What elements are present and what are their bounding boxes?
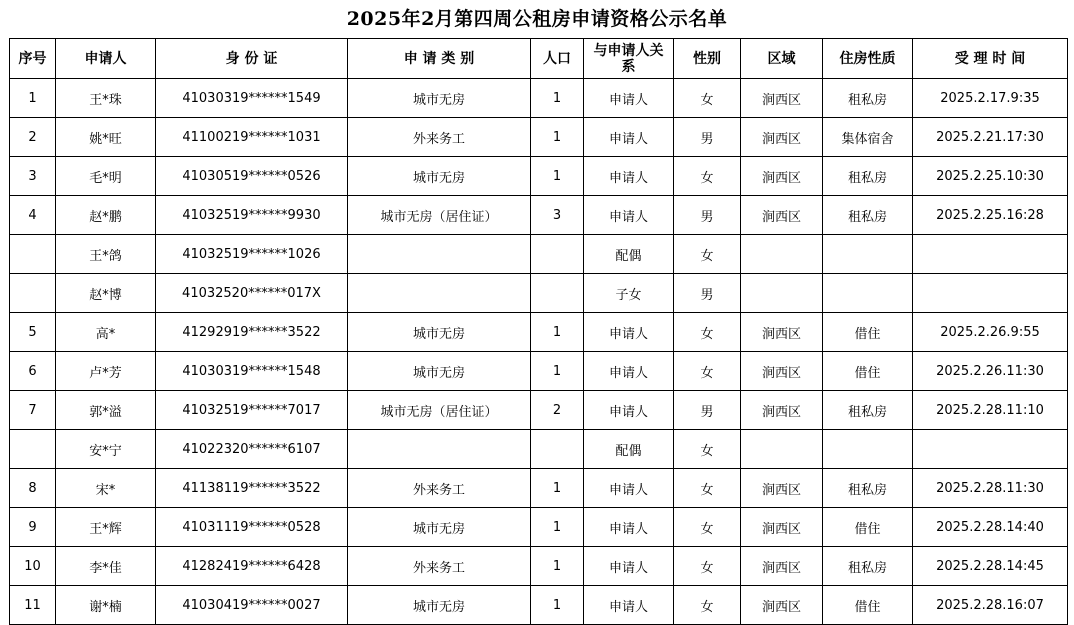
cell-gender: 女 <box>674 79 741 118</box>
cell-housing-type: 借住 <box>823 586 913 625</box>
header-id: 身 份 证 <box>156 39 348 79</box>
cell-id-number: 41031119******0528 <box>156 508 348 547</box>
cell-housing-type: 借住 <box>823 352 913 391</box>
table-row <box>10 508 1068 547</box>
cell-gender: 女 <box>674 352 741 391</box>
table-row <box>10 313 1068 352</box>
cell-category: 城市无房 <box>348 79 531 118</box>
cell-housing-type: 租私房 <box>823 547 913 586</box>
cell-relation: 申请人 <box>584 391 674 430</box>
table-row <box>10 274 1068 313</box>
cell-gender: 男 <box>674 274 741 313</box>
cell-gender: 女 <box>674 313 741 352</box>
cell-relation: 申请人 <box>584 157 674 196</box>
header-housing: 住房性质 <box>823 39 913 79</box>
cell-accept-time: 2025.2.28.11:10 <box>913 391 1068 430</box>
cell-seq: 2 <box>10 118 56 157</box>
cell-gender: 女 <box>674 586 741 625</box>
cell-housing-type <box>823 235 913 274</box>
header-relation: 与申请人关系 <box>584 39 674 79</box>
cell-district: 涧西区 <box>741 586 823 625</box>
cell-category: 外来务工 <box>348 118 531 157</box>
table-row <box>10 586 1068 625</box>
cell-id-number: 41100219******1031 <box>156 118 348 157</box>
cell-housing-type: 借住 <box>823 508 913 547</box>
cell-gender: 女 <box>674 508 741 547</box>
cell-relation: 申请人 <box>584 508 674 547</box>
cell-district: 涧西区 <box>741 547 823 586</box>
cell-name: 赵*博 <box>56 274 156 313</box>
cell-accept-time <box>913 430 1068 469</box>
cell-id-number: 41032519******7017 <box>156 391 348 430</box>
cell-name: 郭*溢 <box>56 391 156 430</box>
cell-category: 外来务工 <box>348 547 531 586</box>
cell-accept-time: 2025.2.21.17:30 <box>913 118 1068 157</box>
cell-seq <box>10 430 56 469</box>
cell-seq: 1 <box>10 79 56 118</box>
cell-district: 涧西区 <box>741 118 823 157</box>
cell-relation: 申请人 <box>584 469 674 508</box>
cell-household-size: 3 <box>531 196 584 235</box>
cell-district: 涧西区 <box>741 196 823 235</box>
cell-id-number: 41138119******3522 <box>156 469 348 508</box>
cell-gender: 女 <box>674 547 741 586</box>
table-body <box>10 79 1068 625</box>
applicant-table <box>9 38 1068 625</box>
cell-housing-type <box>823 274 913 313</box>
cell-category: 城市无房（居住证） <box>348 196 531 235</box>
cell-housing-type: 租私房 <box>823 157 913 196</box>
cell-district <box>741 274 823 313</box>
cell-accept-time <box>913 274 1068 313</box>
table-row <box>10 469 1068 508</box>
cell-seq: 5 <box>10 313 56 352</box>
cell-name: 谢*楠 <box>56 586 156 625</box>
cell-relation: 申请人 <box>584 79 674 118</box>
cell-category: 城市无房 <box>348 157 531 196</box>
cell-category: 城市无房（居住证） <box>348 391 531 430</box>
cell-id-number: 41030319******1549 <box>156 79 348 118</box>
cell-gender: 女 <box>674 235 741 274</box>
cell-district: 涧西区 <box>741 508 823 547</box>
cell-id-number: 41032520******017X <box>156 274 348 313</box>
cell-name: 宋* <box>56 469 156 508</box>
cell-household-size: 1 <box>531 586 584 625</box>
cell-relation: 申请人 <box>584 313 674 352</box>
cell-accept-time: 2025.2.26.11:30 <box>913 352 1068 391</box>
cell-household-size: 1 <box>531 118 584 157</box>
cell-name: 高* <box>56 313 156 352</box>
cell-relation: 申请人 <box>584 547 674 586</box>
cell-household-size: 2 <box>531 391 584 430</box>
header-time: 受 理 时 间 <box>913 39 1068 79</box>
cell-accept-time: 2025.2.28.14:45 <box>913 547 1068 586</box>
header-name: 申请人 <box>56 39 156 79</box>
cell-id-number: 41030519******0526 <box>156 157 348 196</box>
cell-seq: 7 <box>10 391 56 430</box>
cell-id-number: 41030319******1548 <box>156 352 348 391</box>
cell-accept-time: 2025.2.25.10:30 <box>913 157 1068 196</box>
cell-accept-time: 2025.2.28.16:07 <box>913 586 1068 625</box>
cell-id-number: 41292919******3522 <box>156 313 348 352</box>
cell-name: 赵*鹏 <box>56 196 156 235</box>
header-seq: 序号 <box>10 39 56 79</box>
cell-housing-type: 租私房 <box>823 469 913 508</box>
cell-accept-time: 2025.2.28.14:40 <box>913 508 1068 547</box>
cell-household-size: 1 <box>531 469 584 508</box>
cell-household-size <box>531 235 584 274</box>
cell-relation: 申请人 <box>584 352 674 391</box>
cell-accept-time: 2025.2.17.9:35 <box>913 79 1068 118</box>
cell-seq: 4 <box>10 196 56 235</box>
cell-district: 涧西区 <box>741 352 823 391</box>
cell-housing-type: 集体宿舍 <box>823 118 913 157</box>
cell-seq: 9 <box>10 508 56 547</box>
cell-name: 毛*明 <box>56 157 156 196</box>
cell-household-size: 1 <box>531 508 584 547</box>
cell-category <box>348 274 531 313</box>
cell-household-size: 1 <box>531 547 584 586</box>
cell-seq: 10 <box>10 547 56 586</box>
table-row <box>10 352 1068 391</box>
cell-gender: 男 <box>674 196 741 235</box>
cell-relation: 子女 <box>584 274 674 313</box>
table-row <box>10 430 1068 469</box>
cell-gender: 女 <box>674 157 741 196</box>
cell-relation: 申请人 <box>584 586 674 625</box>
table-row <box>10 235 1068 274</box>
cell-name: 姚*旺 <box>56 118 156 157</box>
cell-relation: 配偶 <box>584 235 674 274</box>
cell-category: 城市无房 <box>348 352 531 391</box>
cell-relation: 申请人 <box>584 196 674 235</box>
cell-household-size <box>531 274 584 313</box>
cell-seq <box>10 235 56 274</box>
cell-accept-time <box>913 235 1068 274</box>
cell-district: 涧西区 <box>741 313 823 352</box>
cell-gender: 女 <box>674 469 741 508</box>
table-row <box>10 391 1068 430</box>
cell-seq: 6 <box>10 352 56 391</box>
cell-id-number: 41022320******6107 <box>156 430 348 469</box>
cell-district <box>741 235 823 274</box>
cell-category <box>348 430 531 469</box>
cell-accept-time: 2025.2.26.9:55 <box>913 313 1068 352</box>
cell-district: 涧西区 <box>741 391 823 430</box>
cell-id-number: 41282419******6428 <box>156 547 348 586</box>
table-row <box>10 118 1068 157</box>
table-row <box>10 79 1068 118</box>
cell-name: 安*宁 <box>56 430 156 469</box>
header-district: 区域 <box>741 39 823 79</box>
table-row <box>10 157 1068 196</box>
table-row <box>10 547 1068 586</box>
cell-district <box>741 430 823 469</box>
cell-district: 涧西区 <box>741 79 823 118</box>
cell-district: 涧西区 <box>741 157 823 196</box>
cell-category: 城市无房 <box>348 586 531 625</box>
header-people: 人口 <box>531 39 584 79</box>
cell-household-size: 1 <box>531 79 584 118</box>
cell-name: 卢*芳 <box>56 352 156 391</box>
table-row <box>10 196 1068 235</box>
cell-housing-type: 租私房 <box>823 196 913 235</box>
cell-relation: 配偶 <box>584 430 674 469</box>
cell-id-number: 41030419******0027 <box>156 586 348 625</box>
cell-id-number: 41032519******9930 <box>156 196 348 235</box>
table-header-row <box>10 39 1068 79</box>
cell-seq: 3 <box>10 157 56 196</box>
cell-id-number: 41032519******1026 <box>156 235 348 274</box>
cell-seq <box>10 274 56 313</box>
cell-seq: 8 <box>10 469 56 508</box>
cell-name: 王*珠 <box>56 79 156 118</box>
cell-accept-time: 2025.2.28.11:30 <box>913 469 1068 508</box>
cell-category: 城市无房 <box>348 313 531 352</box>
cell-name: 王*辉 <box>56 508 156 547</box>
cell-housing-type: 租私房 <box>823 79 913 118</box>
cell-housing-type: 租私房 <box>823 391 913 430</box>
header-category: 申 请 类 别 <box>348 39 531 79</box>
cell-district: 涧西区 <box>741 469 823 508</box>
page-title: 2025年2月第四周公租房申请资格公示名单 <box>346 8 728 30</box>
header-gender: 性别 <box>674 39 741 79</box>
cell-household-size: 1 <box>531 157 584 196</box>
cell-household-size: 1 <box>531 352 584 391</box>
cell-category <box>348 235 531 274</box>
cell-housing-type <box>823 430 913 469</box>
cell-category: 外来务工 <box>348 469 531 508</box>
cell-gender: 女 <box>674 430 741 469</box>
cell-gender: 男 <box>674 118 741 157</box>
cell-name: 王*鸽 <box>56 235 156 274</box>
cell-seq: 11 <box>10 586 56 625</box>
cell-housing-type: 借住 <box>823 313 913 352</box>
cell-household-size: 1 <box>531 313 584 352</box>
cell-household-size <box>531 430 584 469</box>
cell-relation: 申请人 <box>584 118 674 157</box>
cell-category: 城市无房 <box>348 508 531 547</box>
cell-accept-time: 2025.2.25.16:28 <box>913 196 1068 235</box>
cell-gender: 男 <box>674 391 741 430</box>
cell-name: 李*佳 <box>56 547 156 586</box>
